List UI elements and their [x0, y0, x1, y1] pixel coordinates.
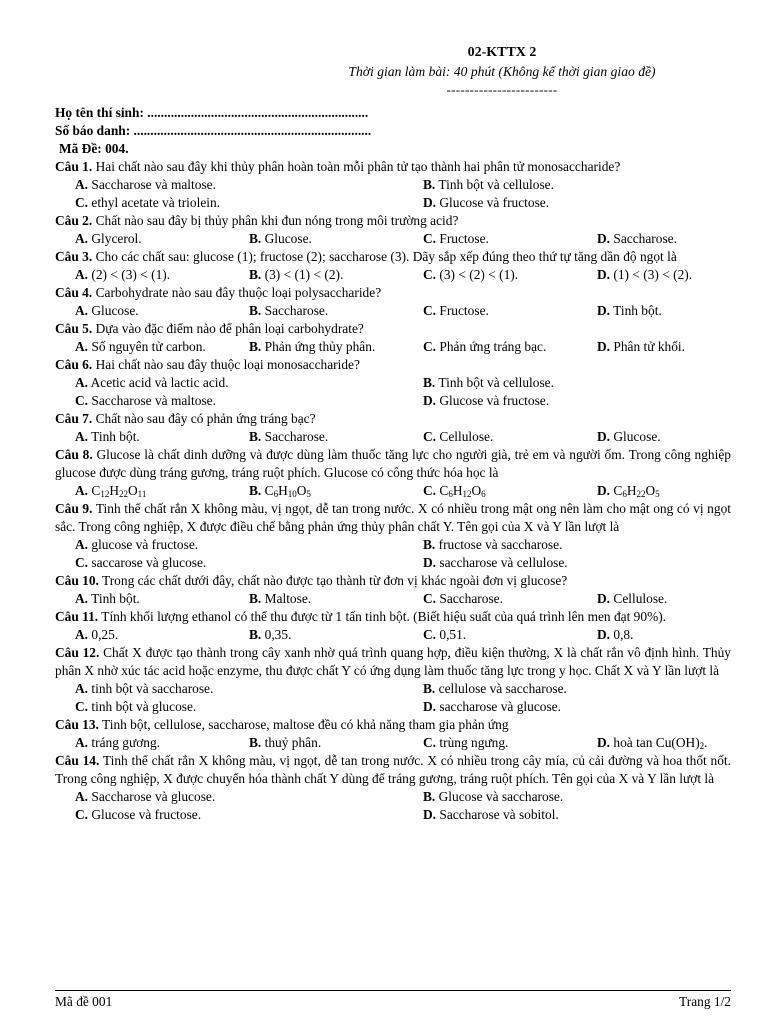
question-number: Câu 9. [55, 501, 93, 516]
option-b: B. Saccharose. [249, 303, 329, 318]
question-text: Tính khối lượng ethanol có thể thu được từ 1 tấn tinh bột. (Biết hiệu suất của quá trình lên men đạt 90%). [101, 609, 667, 624]
options-1b [55, 194, 731, 212]
student-name-field: Họ tên thí sinh: .................................................................. [55, 105, 369, 120]
question-number: Câu 3. [55, 249, 93, 264]
question-8 [55, 446, 731, 482]
option-c: C. $C_6H_{12}O_6$ [423, 483, 486, 499]
question-3 [55, 248, 731, 266]
options-2 [55, 230, 731, 248]
option-d: D. saccharose và glucose. [423, 699, 561, 714]
option-c: C. Fructose. [423, 231, 489, 246]
chemical-formula: $C_6H_{10}O_5$ [264, 483, 311, 499]
exam-time-note: Thời gian làm bài: 40 phút (Không kể thời gian giao đề) [348, 64, 656, 79]
options-12b [55, 698, 731, 716]
option-c: C. Saccharose. [423, 591, 503, 606]
option-a: A. glucose và fructose. [75, 537, 199, 552]
option-a: A. $C_{12}H_{22}O_{11}$ [75, 483, 147, 499]
option-d: D. Glucose và fructose. [423, 393, 550, 408]
student-id-field: Số báo danh: ....................................................................... [55, 123, 372, 138]
chemical-formula: hoà $\tan Cu(OH)_2$. [613, 735, 708, 751]
question-number: Câu 6. [55, 357, 93, 372]
question-4 [55, 284, 731, 302]
options-1 [55, 176, 731, 194]
options-11 [55, 626, 731, 644]
option-d: D. $C_6H_{22}O_5$ [597, 483, 660, 499]
option-c: C. tinh bột và glucose. [75, 699, 197, 714]
question-9 [55, 500, 731, 536]
question-number: Câu 7. [55, 411, 93, 426]
option-c: C. Phản ứng tráng bạc. [423, 339, 547, 354]
option-b: B. cellulose và saccharose. [423, 681, 567, 696]
option-d: D. Cellulose. [597, 591, 668, 606]
question-text: Trong các chất dưới đây, chất nào được tạo thành từ đơn vị khác ngoài đơn vị glucose? [102, 573, 568, 588]
question-number: Câu 1. [55, 159, 93, 174]
question-text: Hai chất nào sau đây thuộc loại monosaccharide? [95, 357, 360, 372]
question-10 [55, 572, 731, 590]
option-b: B. Tinh bột và cellulose. [423, 375, 554, 390]
option-a: A. Glycerol. [75, 231, 142, 246]
option-b: B. 0,35. [249, 627, 292, 642]
option-a: A. tinh bột và saccharose. [75, 681, 214, 696]
question-text: Cho các chất sau: glucose (1); fructose (2); saccharose (3). Dãy sắp xếp đúng theo thứ tự tăng dần độ ngọt là [95, 249, 677, 264]
question-11 [55, 608, 731, 626]
chemical-formula: $C_6H_{12}O_6$ [439, 483, 486, 499]
question-text: Tinh thể chất rắn X không màu, vị ngọt, dễ tan trong nước. X có nhiều trong cây mía, củ cải đường và hoa thốt nốt. Trong công nghiệp, X được chuyển hóa thành chất Y dùng để tráng gương, tráng ruột phích. Tên gọi của X và Y lần lượt là [55, 753, 731, 786]
question-text: Tinh bột, cellulose, saccharose, maltose đều có khả năng tham gia phản ứng [102, 717, 509, 732]
option-a: A. Tinh bột. [75, 429, 140, 444]
option-a: A. tráng gương. [75, 735, 161, 750]
options-8 [55, 482, 731, 500]
option-c: C. (3) < (2) < (1). [423, 267, 519, 282]
options-6b [55, 392, 731, 410]
question-text: Chất nào sau đây có phản ứng tráng bạc? [95, 411, 316, 426]
option-b: B. Maltose. [249, 591, 312, 606]
question-text: Glucose là chất dinh dưỡng và được dùng làm thuốc tăng lực cho người già, trẻ em và người ốm. Trong công nghiệp glucose được dùng tráng gương, tráng ruột phích. Glucose có công thức hóa học là [55, 447, 731, 480]
option-d: D. Phân tử khối. [597, 339, 685, 354]
option-b: B. Phản ứng thủy phân. [249, 339, 376, 354]
option-c: C. trùng ngưng. [423, 735, 509, 750]
question-12 [55, 644, 731, 680]
option-a: A. Acetic acid và lactic acid. [75, 375, 229, 390]
options-7 [55, 428, 731, 446]
option-a: A. Số nguyên tử carbon. [75, 339, 206, 354]
chemical-formula: $C_{12}H_{22}O_{11}$ [91, 483, 147, 499]
question-text: Chất X được tạo thành trong cây xanh nhờ quá trình quang hợp, điều kiện thường, X là chất rắn vô định hình. Thủy phân X nhờ xúc tác acid hoặc enzyme, thu được chất Y có ứng dụng làm thuốc tăng lực trong y học. Chất X và Y lần lượt là [55, 645, 731, 678]
options-14b [55, 806, 731, 824]
options-14 [55, 788, 731, 806]
option-a: A. Saccharose và glucose. [75, 789, 216, 804]
footer-page-number: Trang 1/2 [679, 994, 731, 1009]
option-b: B. fructose và saccharose. [423, 537, 563, 552]
option-d: D. hoà $\tan Cu(OH)_2$. [597, 735, 708, 751]
options-9 [55, 536, 731, 554]
footer-divider [55, 990, 731, 991]
footer-exam-code: Mã đề 001 [55, 994, 113, 1009]
question-number: Câu 12. [55, 645, 100, 660]
header-separator: ------------------------ [446, 82, 558, 97]
question-number: Câu 4. [55, 285, 93, 300]
chemical-formula: $C_6H_{22}O_5$ [613, 483, 660, 499]
options-9b [55, 554, 731, 572]
question-number: Câu 5. [55, 321, 93, 336]
option-d: D. Glucose. [597, 429, 661, 444]
question-text: Chất nào sau đây bị thủy phân khi đun nóng trong môi trường acid? [95, 213, 459, 228]
option-b: B. $C_6H_{10}O_5$ [249, 483, 311, 499]
question-number: Câu 8. [55, 447, 93, 462]
question-6 [55, 356, 731, 374]
question-2 [55, 212, 731, 230]
option-a: A. Tinh bột. [75, 591, 140, 606]
option-c: C. Glucose và fructose. [75, 807, 202, 822]
option-c: C. 0,51. [423, 627, 467, 642]
question-text: Dựa vào đặc điểm nào để phân loại carbohydrate? [95, 321, 364, 336]
option-a: A. (2) < (3) < (1). [75, 267, 171, 282]
option-a: A. Glucose. [75, 303, 139, 318]
options-6 [55, 374, 731, 392]
options-4 [55, 302, 731, 320]
question-7 [55, 410, 731, 428]
option-d: D. Saccharose. [597, 231, 677, 246]
question-number: Câu 11. [55, 609, 99, 624]
option-b: B. (3) < (1) < (2). [249, 267, 344, 282]
option-c: C. ethyl acetate và triolein. [75, 195, 221, 210]
option-c: C. Cellulose. [423, 429, 494, 444]
question-text: Tinh thể chất rắn X không màu, vị ngọt, dễ tan trong nước. X có nhiều trong mật ong nên làm cho mật ong có vị ngọt sắc. Trong công nghiệp, X được điều chế bằng phản ứng thủy phân chất Y. Tên gọi của X và Y lần lượt là [55, 501, 731, 534]
option-d: D. 0,8. [597, 627, 634, 642]
option-d: D. saccharose và cellulose. [423, 555, 568, 570]
option-d: D. (1) < (3) < (2). [597, 267, 693, 282]
option-b: B. Saccharose. [249, 429, 329, 444]
question-14 [55, 752, 731, 788]
option-b: B. Glucose và saccharose. [423, 789, 564, 804]
question-5 [55, 320, 731, 338]
options-13 [55, 734, 731, 752]
question-number: Câu 13. [55, 717, 99, 732]
question-1 [55, 158, 731, 176]
option-b: B. Glucose. [249, 231, 312, 246]
question-number: Câu 2. [55, 213, 93, 228]
option-b: B. thuỷ phân. [249, 735, 322, 750]
question-text: Hai chất nào sau đây khi thủy phân hoàn toàn mỗi phân tử tạo thành hai phân tử monosaccharide? [95, 159, 621, 174]
option-d: D. Tinh bột. [597, 303, 662, 318]
question-text: Carbohydrate nào sau đây thuộc loại polysaccharide? [95, 285, 382, 300]
options-3 [55, 266, 731, 284]
option-a: A. Saccharose và maltose. [75, 177, 216, 192]
question-number: Câu 10. [55, 573, 99, 588]
option-c: C. saccarose và glucose. [75, 555, 207, 570]
question-13 [55, 716, 731, 734]
option-b: B. Tinh bột và cellulose. [423, 177, 554, 192]
options-5 [55, 338, 731, 356]
options-12 [55, 680, 731, 698]
option-c: C. Fructose. [423, 303, 489, 318]
option-a: A. 0,25. [75, 627, 119, 642]
option-d: D. Glucose và fructose. [423, 195, 550, 210]
option-d: D. Saccharose và sobitol. [423, 807, 559, 822]
exam-body [55, 104, 731, 824]
options-10 [55, 590, 731, 608]
exam-title: 02-KTTX 2 [467, 45, 537, 60]
option-c: C. Saccharose và maltose. [75, 393, 216, 408]
exam-code: Mã Đề: 004. [59, 141, 129, 156]
question-number: Câu 14. [55, 753, 100, 768]
